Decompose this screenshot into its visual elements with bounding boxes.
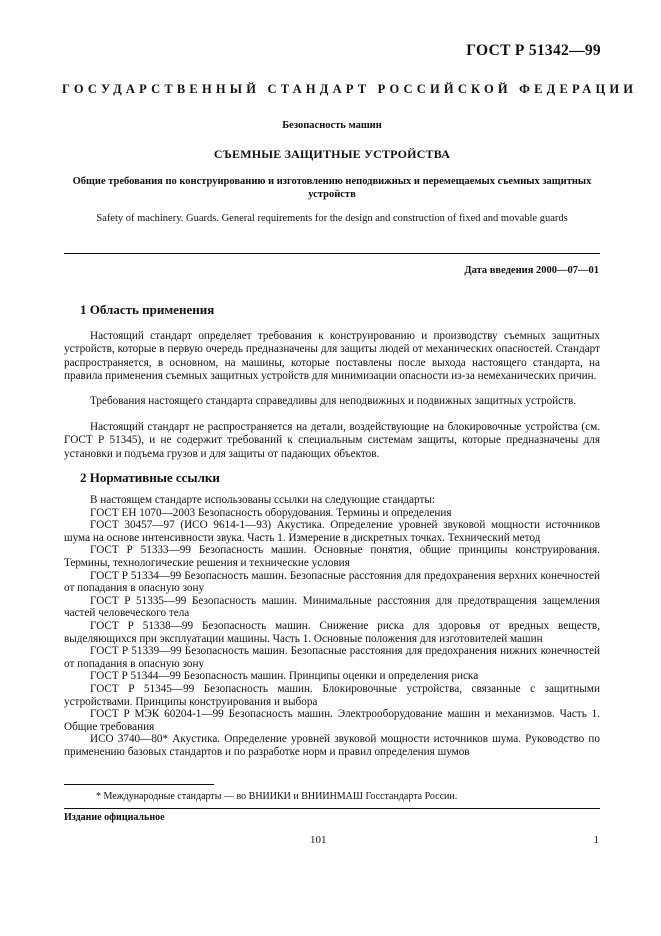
standard-title: СЪЕМНЫЕ ЗАЩИТНЫЕ УСТРОЙСТВА	[213, 147, 451, 161]
scope-paragraph: Требования настоящего стандарта справедливы для неподвижных и подвижных защитных устройств.	[90, 395, 577, 407]
section-heading-references: 2 Нормативные ссылки	[80, 470, 220, 485]
section-heading-scope: 1 Область применения	[80, 302, 215, 317]
reference-item: ИСО 3740—80* Акустика. Определение уровней звуковой мощности источников шума. Руководство по применению базовых стандартов и по разработке норм и правил определения шумов	[64, 733, 600, 758]
reference-item: В настоящем стандарте использованы ссылки на следующие стандарты:	[90, 494, 435, 506]
reference-item: ГОСТ ЕН 1070—2003 Безопасность оборудования. Термины и определения	[90, 506, 452, 519]
edition-label: Издание официальное	[64, 812, 165, 823]
page-number: 101	[310, 834, 327, 846]
english-title: Safety of machinery. Guards. General requirements for the design and construction of fixed and movable guards	[96, 213, 568, 224]
footnote: * Международные стандарты — во ВНИИКИ и ВНИИНМАШ Госстандарта России.	[96, 791, 458, 802]
reference-item: ГОСТ Р МЭК 60204-1—99 Безопасность машин. Электрооборудование машин и механизмов. Часть 1. Общие требования	[64, 708, 600, 733]
state-standard-heading: ГОСУДАРСТВЕННЫЙ СТАНДАРТ РОССИЙСКОЙ ФЕДЕРАЦИИ	[62, 82, 638, 96]
reference-item: ГОСТ Р 51339—99 Безопасность машин. Безопасные расстояния для предохранения нижних конечностей от попадания в опасную зону	[64, 645, 600, 670]
reference-item: ГОСТ Р 51338—99 Безопасность машин. Снижение риска для здоровья от вредных веществ, выделяющихся при эксплуатации машины. Часть 1. Основные положения для изготовителей машин	[64, 619, 600, 645]
standard-description: Общие требования по конструированию и изготовлению неподвижных и перемещаемых съемных защитных устройств	[72, 176, 592, 200]
header-divider	[64, 253, 600, 254]
scope-paragraph: Настоящий стандарт определяет требования к конструированию и производству съемных защитных устройств, которые в первую очередь предназначены для защиты людей от механических опасностей. Стандарт распространяется, в основном, на машины, которые поставлены после выхода настоящего стандарта, на правила применения съемных защитных устройств для минимизации опасности из-за немеханических причин.	[64, 330, 600, 383]
reference-item: ГОСТ 30457—97 (ИСО 9614-1—93) Акустика. Определение уровней звуковой мощности источников шума на основе интенсивности звука. Часть 1. Измерение в дискретных точках. Технический метод	[64, 519, 600, 544]
reference-item: ГОСТ Р 51344—99 Безопасность машин. Принципы оценки и определения риска	[90, 670, 479, 683]
sheet-number: 1	[593, 834, 599, 846]
reference-item: ГОСТ Р 51333—99 Безопасность машин. Основные понятия, общие принципы конструирования. Термины, технологические решения и технические условия	[64, 544, 600, 569]
reference-item: ГОСТ Р 51345—99 Безопасность машин. Блокировочные устройства, связанные с защитными устройствами. Принципы конструирования и выбора	[64, 682, 600, 708]
reference-item: ГОСТ Р 51334—99 Безопасность машин. Безопасные расстояния для предохранения верхних конечностей от попадания в опасную зону	[64, 569, 600, 595]
footnote-divider	[64, 784, 214, 785]
normative-references-list	[64, 494, 600, 758]
document-code: ГОСТ Р 51342—99	[466, 42, 601, 59]
footer-divider	[64, 808, 600, 809]
reference-item: ГОСТ Р 51335—99 Безопасность машин. Минимальные расстояния для предотвращения защемления частей человеческого тела	[64, 594, 600, 620]
introduction-date: Дата введения 2000—07—01	[464, 265, 599, 276]
scope-paragraph: Настоящий стандарт не распространяется на детали, воздействующие на блокировочные устройства (см. ГОСТ Р 51345), и не содержит требований к специальным системам защиты, которые предназначены для установки и подъема грузов и для защиты от падающих объектов.	[64, 421, 600, 460]
standard-subtitle: Безопасность машин	[282, 120, 382, 131]
